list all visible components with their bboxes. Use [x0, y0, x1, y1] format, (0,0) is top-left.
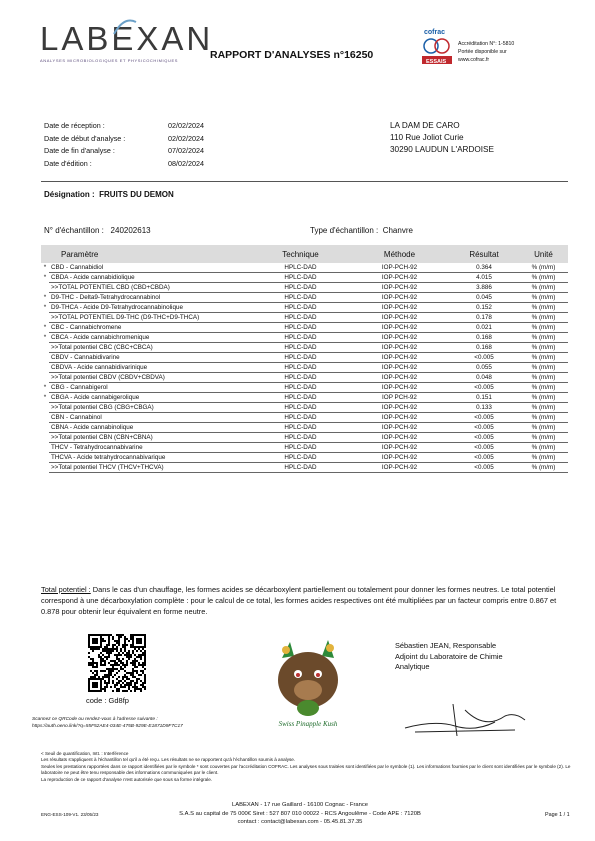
designation: Désignation : FRUITS DU DEMON [44, 190, 174, 199]
cell-technique: HPLC-DAD [251, 393, 350, 403]
header-methode: Méthode [350, 245, 449, 263]
report-title: RAPPORT D'ANALYSES n°16250 [210, 49, 374, 61]
qr-code-label: code : Gd8fp [86, 696, 129, 705]
cell-unite: % (m/m) [519, 383, 568, 393]
star-marker: * [43, 264, 47, 271]
cell-methode: IOP-PCH-92 [350, 323, 449, 333]
header-resultat: Résultat [449, 245, 519, 263]
cell-parametre: >>Total potentiel CBN (CBN+CBNA) [49, 433, 251, 443]
cell-parametre: CBDVA - Acide cannabidivarinique [49, 363, 251, 373]
table-row [41, 413, 568, 423]
cell-methode: IOP-PCH-92 [350, 343, 449, 353]
cell-resultat: 0.168 [449, 343, 519, 353]
table-row [41, 463, 568, 473]
accreditation-scope: Portée disponible sur [458, 49, 507, 55]
cell-parametre: CBC - Cannabichromene [49, 323, 251, 333]
cell-resultat: <0.005 [449, 423, 519, 433]
cell-resultat: <0.005 [449, 383, 519, 393]
table-row [41, 433, 568, 443]
cell-technique: HPLC-DAD [251, 383, 350, 393]
cell-technique: HPLC-DAD [251, 263, 350, 273]
footer: LABEXAN - 17 rue Gaillard - 16100 Cognac - France S.A.S au capital de 75 000€ Siret : 527 807 010 00022 - RCS Angoulême - Code APE : 7120B contact : contact@labexan.com - 05.45.81.37.35 [179, 802, 421, 825]
cell-parametre: CBCA - Acide cannabichromenique [49, 333, 251, 343]
mascot-caption: Swiss Pinapple Kush [278, 720, 338, 728]
cell-parametre: THCVA - Acide tetrahydrocannabivarique [49, 453, 251, 463]
client-street: 110 Rue Joliot Curie [390, 133, 464, 142]
cell-unite: % (m/m) [519, 263, 568, 273]
cell-resultat: 4.015 [449, 273, 519, 283]
star-marker: * [43, 323, 47, 331]
cell-technique: HPLC-DAD [251, 443, 350, 453]
client-address [390, 120, 494, 156]
cell-unite: % (m/m) [519, 463, 568, 473]
cell-methode: IOP-PCH-92 [350, 383, 449, 393]
star-marker: * [43, 383, 47, 391]
cell-unite: % (m/m) [519, 303, 568, 313]
cell-unite: % (m/m) [519, 413, 568, 423]
cell-resultat: 0.168 [449, 333, 519, 343]
cell-technique: HPLC-DAD [251, 423, 350, 433]
mascot-image [262, 636, 354, 730]
cell-methode: IOP-PCH-92 [350, 333, 449, 343]
cell-unite: % (m/m) [519, 313, 568, 323]
table-header-row [41, 245, 568, 263]
page-number: Page 1 / 1 [545, 812, 570, 818]
cell-resultat: 0.151 [449, 393, 519, 403]
footnotes: < Seuil de quantification, Intt. : Interférence Les résultats s'appliquent à l'échantillon tel qu'il a été reçu. Les résultats ne se rapportent qu'à l'échantillon soumis à analyse. Seules les prestations rapportées dans ce rapport identifiées par le symbole * sont couvertes par l'accréditation COFRAC. Les analyses sous traitées sont identifiées par le symbole (1). Les informations fournies par le client sont identifiées par le symbole (2). Le laboratoire ne peut être tenu responsable des informations communiquées par le client. La reproduction de ce rapport d'analyse n'est autorisée que sous sa forme intégrale. [41, 751, 571, 782]
star-marker [41, 423, 49, 433]
cell-methode: IOP-PCH-92 [350, 363, 449, 373]
star-marker: * [43, 393, 47, 401]
cofrac-logo-icon [420, 27, 454, 67]
table-row [41, 443, 568, 453]
cell-methode: IOP-PCH-92 [350, 453, 449, 463]
table-row [41, 343, 568, 353]
cell-parametre: CBGA - Acide cannabigerolique [49, 393, 251, 403]
cell-resultat: 0.133 [449, 403, 519, 413]
table-row [41, 293, 568, 303]
star-marker [41, 453, 49, 463]
table-row [41, 313, 568, 323]
cell-resultat: 0.045 [449, 293, 519, 303]
cell-unite: % (m/m) [519, 343, 568, 353]
cell-resultat: 0.178 [449, 313, 519, 323]
cell-resultat: <0.005 [449, 453, 519, 463]
cell-parametre: >>TOTAL POTENTIEL CBD (CBD+CBDA) [49, 283, 251, 293]
star-marker [41, 463, 49, 473]
header-technique: Technique [251, 245, 350, 263]
results-table [41, 245, 568, 473]
cell-parametre: THCV - Tetrahydrocannabivarine [49, 443, 251, 453]
cell-resultat: <0.005 [449, 413, 519, 423]
cofrac-logo-text: cofrac [424, 29, 446, 36]
cell-unite: % (m/m) [519, 283, 568, 293]
cell-technique: HPLC-DAD [251, 283, 350, 293]
cell-resultat: 0.048 [449, 373, 519, 383]
table-row [41, 373, 568, 383]
star-marker [41, 443, 49, 453]
cell-parametre: CBDV - Cannabidivarine [49, 353, 251, 363]
cell-technique: HPLC-DAD [251, 403, 350, 413]
table-row [41, 453, 568, 463]
cell-methode: IOP-PCH-92 [350, 283, 449, 293]
cell-resultat: 0.364 [449, 263, 519, 273]
cell-unite: % (m/m) [519, 423, 568, 433]
signature-image [395, 700, 533, 740]
cell-methode: IOP-PCH-92 [350, 373, 449, 383]
cell-unite: % (m/m) [519, 433, 568, 443]
cell-unite: % (m/m) [519, 273, 568, 283]
cell-methode: IOP-PCH-92 [350, 263, 449, 273]
cell-unite: % (m/m) [519, 293, 568, 303]
table-row [41, 303, 568, 313]
cell-technique: HPLC-DAD [251, 453, 350, 463]
cell-unite: % (m/m) [519, 363, 568, 373]
star-marker [41, 313, 49, 323]
cell-methode: IOP-PCH-92 [350, 293, 449, 303]
star-marker: * [43, 333, 47, 341]
sample-type: Type d'échantillon : Chanvre [310, 226, 413, 235]
cell-technique: HPLC-DAD [251, 353, 350, 363]
cell-technique: HPLC-DAD [251, 363, 350, 373]
qr-url: https://auth.oeno.link/?q=55F52AE4-034E-475B-929E-E1871D9F7C17 [32, 724, 183, 729]
table-row [41, 423, 568, 433]
cell-methode: IOP-PCH-92 [350, 353, 449, 363]
cell-parametre: >>Total potentiel CBG (CBG+CBGA) [49, 403, 251, 413]
accreditation-number: Accréditation N°: 1-5810 [458, 41, 515, 47]
table-row [41, 273, 568, 283]
cell-methode: IOP-PCH-92 [350, 463, 449, 473]
date-reception: Date de réception : 02/02/2024 [44, 121, 204, 130]
cell-resultat: <0.005 [449, 433, 519, 443]
cell-unite: % (m/m) [519, 453, 568, 463]
cell-unite: % (m/m) [519, 353, 568, 363]
cell-parametre: D9-THCA - Acide D9-Tetrahydrocannabinolique [49, 303, 251, 313]
table-row [41, 353, 568, 363]
cell-resultat: 0.021 [449, 323, 519, 333]
star-marker [41, 363, 49, 373]
cell-resultat: 0.055 [449, 363, 519, 373]
cell-unite: % (m/m) [519, 443, 568, 453]
cell-parametre: CBN - Cannabinol [49, 413, 251, 423]
date-edition: Date d'édition : 08/02/2024 [44, 158, 204, 168]
cell-technique: HPLC-DAD [251, 343, 350, 353]
total-potentiel-note [41, 584, 568, 617]
cell-technique: HPLC-DAD [251, 413, 350, 423]
note-label: Total potentiel : [41, 585, 91, 594]
table-row [41, 393, 568, 403]
cell-methode: IOP-PCH-92 [350, 413, 449, 423]
cell-technique: HPLC-DAD [251, 433, 350, 443]
client-name: LA DAM DE CARO [390, 121, 460, 130]
cell-technique: HPLC-DAD [251, 373, 350, 383]
table-row [41, 283, 568, 293]
cell-parametre: D9-THC - Delta9-Tetrahydrocannabinol [49, 293, 251, 303]
cell-technique: HPLC-DAD [251, 313, 350, 323]
cell-methode: IOP-PCH-92 [350, 433, 449, 443]
cell-technique: HPLC-DAD [251, 463, 350, 473]
date-start: Date de début d'analyse : 02/02/2024 [44, 133, 204, 143]
star-marker: * [43, 293, 47, 301]
star-marker [41, 283, 49, 293]
cell-resultat: <0.005 [449, 443, 519, 453]
cell-resultat: <0.005 [449, 353, 519, 363]
table-row [41, 403, 568, 413]
star-marker [41, 403, 49, 413]
sample-number: N° d'échantillon : 240202613 [44, 226, 151, 235]
cell-methode: IOP-PCH-92 [350, 303, 449, 313]
note-text: Dans le cas d'un chauffage, les formes acides se décarboxylent partiellement ou totalement pour donner les formes neutres. Le total potentiel correspond à une décarboxylation complète : pour le calcul de ce total, les formes acides respectives ont été multipliées par un facteur compris entre 0.867 et 0.878 pour obtenir leur équivalent en forme neutre. [41, 585, 557, 616]
cofrac-essais-text: ESSAIS [426, 59, 447, 65]
star-marker [41, 353, 49, 363]
header-unite: Unité [519, 245, 568, 263]
signatory: Sébastien JEAN, Responsable Adjoint du Laboratoire de Chimie Analytique [395, 641, 503, 671]
divider [41, 181, 568, 182]
cell-technique: HPLC-DAD [251, 323, 350, 333]
cell-technique: HPLC-DAD [251, 273, 350, 283]
cell-technique: HPLC-DAD [251, 293, 350, 303]
cell-unite: % (m/m) [519, 403, 568, 413]
header-parametre: Paramètre [41, 245, 251, 263]
table-row [41, 263, 568, 273]
qr-instructions: Scannez ce QRCode ou rendez-vous à l'adresse suivante : https://auth.oeno.link/?q=55F52AE4-034E-475B-929E-E1871D9F7C17 [32, 717, 183, 729]
cell-resultat: <0.005 [449, 463, 519, 473]
cell-technique: HPLC-DAD [251, 333, 350, 343]
accreditation-text [458, 40, 514, 64]
cell-unite: % (m/m) [519, 373, 568, 383]
star-marker [41, 413, 49, 423]
accreditation-url: www.cofrac.fr [458, 57, 490, 63]
cell-methode: IOP-PCH-92 [350, 273, 449, 283]
cell-resultat: 0.152 [449, 303, 519, 313]
logo-subtitle: ANALYSES MICROBIOLOGIQUES ET PHYSICOCHIMIQUES [40, 58, 178, 63]
logo-swoosh-icon [112, 14, 138, 40]
star-marker [41, 343, 49, 353]
cell-parametre: >>Total potentiel CBDV (CBDV+CBDVA) [49, 373, 251, 383]
cell-parametre: CBNA - Acide cannabinolique [49, 423, 251, 433]
table-row [41, 323, 568, 333]
document-reference: ENG-ESS-109-V1. 23/05/23 [41, 812, 99, 817]
cell-methode: IOP-PCH-92 [350, 403, 449, 413]
cell-unite: % (m/m) [519, 323, 568, 333]
cell-parametre: CBG - Cannabigerol [49, 383, 251, 393]
star-marker: * [43, 273, 47, 281]
cell-methode: IOP-PCH-92 [350, 423, 449, 433]
star-marker [41, 433, 49, 443]
star-marker: * [43, 303, 47, 311]
cell-unite: % (m/m) [519, 393, 568, 403]
cell-technique: HPLC-DAD [251, 303, 350, 313]
table-row [41, 383, 568, 393]
cell-methode: IOP PCH-92 [350, 393, 449, 403]
table-row [41, 363, 568, 373]
cell-parametre: CBD - Cannabidiol [49, 263, 251, 273]
date-end: Date de fin d'analyse : 07/02/2024 [44, 146, 204, 155]
star-marker [41, 373, 49, 383]
cell-resultat: 3.886 [449, 283, 519, 293]
cell-parametre: >>Total potentiel THCV (THCV+THCVA) [49, 463, 251, 473]
qr-code-icon [88, 634, 146, 692]
cell-methode: IOP-PCH-92 [350, 443, 449, 453]
client-city: 30290 LAUDUN L'ARDOISE [390, 145, 494, 154]
cell-parametre: >>Total potentiel CBC (CBC+CBCA) [49, 343, 251, 353]
labexan-logo: LABEXAN [40, 20, 214, 57]
cell-methode: IOP-PCH-92 [350, 313, 449, 323]
cell-unite: % (m/m) [519, 333, 568, 343]
cell-parametre: >>TOTAL POTENTIEL D9-THC (D9-THC+D9-THCA) [49, 313, 251, 323]
cell-parametre: CBDA - Acide cannabidiolique [49, 273, 251, 283]
table-row [41, 333, 568, 343]
dates-block [44, 120, 204, 170]
